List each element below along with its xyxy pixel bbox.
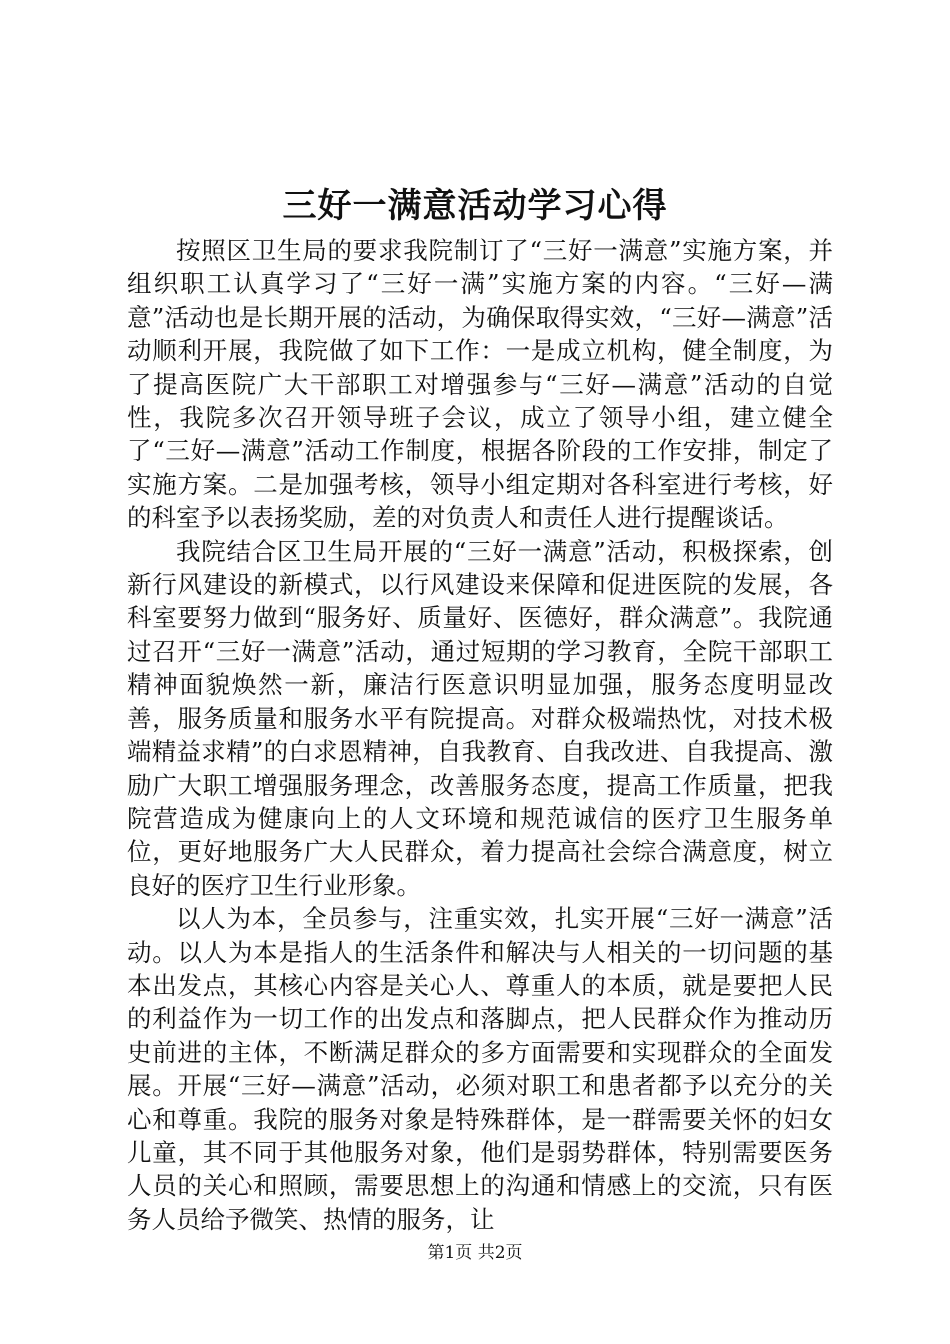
- paragraph-2: 我院结合区卫生局开展的“三好一满意”活动，积极探索，创新行风建设的新模式，以行风建设来保障和促进医院的发展，各科室要努力做到“服务好、质量好、医德好，群众满意”。我院通过召开“三好一满意”活动，通过短期的学习教育，全院干部职工精神面貌焕然一新，廉洁行医意识明显加强，服务态度明显改善，服务质量和服务水平有院提高。对群众极端热忱，对技术极端精益求精”的白求恩精神，自我教育、自我改进、自我提高、激励广大职工增强服务理念，改善服务态度，提高工作质量，把我院营造成为健康向上的人文环境和规范诚信的医疗卫生服务单位，更好地服务广大人民群众，着力提高社会综合满意度，树立良好的医疗卫生行业形象。: [127, 536, 833, 900]
- paragraph-1: 按照区卫生局的要求我院制订了“三好一满意”实施方案，并组织职工认真学习了“三好一满”实施方案的内容。“三好—满意”活动也是长期开展的活动，为确保取得实效，“三好—满意”活动顺利开展，我院做了如下工作：一是成立机构，健全制度，为了提高医院广大干部职工对增强参与“三好—满意”活动的自觉性，我院多次召开领导班子会议，成立了领导小组，建立健全了“三好—满意”活动工作制度，根据各阶段的工作安排，制定了实施方案。二是加强考核，领导小组定期对各科室进行考核，好的科室予以表扬奖励，差的对负责人和责任人进行提醒谈话。: [127, 236, 833, 533]
- page-number-footer: 第1页 共2页: [427, 1243, 523, 1263]
- document-body: [127, 234, 833, 1236]
- paragraph-3: 以人为本，全员参与，注重实效，扎实开展“三好一满意”活动。以人为本是指人的生活条件和解决与人相关的一切问题的基本出发点，其核心内容是关心人、尊重人的本质，就是要把人民的利益作为一切工作的出发点和落脚点，把人民群众作为推动历史前进的主体，不断满足群众的多方面需要和实现群众的全面发展。开展“三好—满意”活动，必须对职工和患者都予以充分的关心和尊重。我院的服务对象是特殊群体，是一群需要关怀的妇女儿童，其不同于其他服务对象，他们是弱势群体，特别需要医务人员的关心和照顾，需要思想上的沟通和情感上的交流，只有医务人员给予微笑、热情的服务，让: [127, 904, 833, 1234]
- document-title: 三好一满意活动学习心得: [282, 186, 668, 226]
